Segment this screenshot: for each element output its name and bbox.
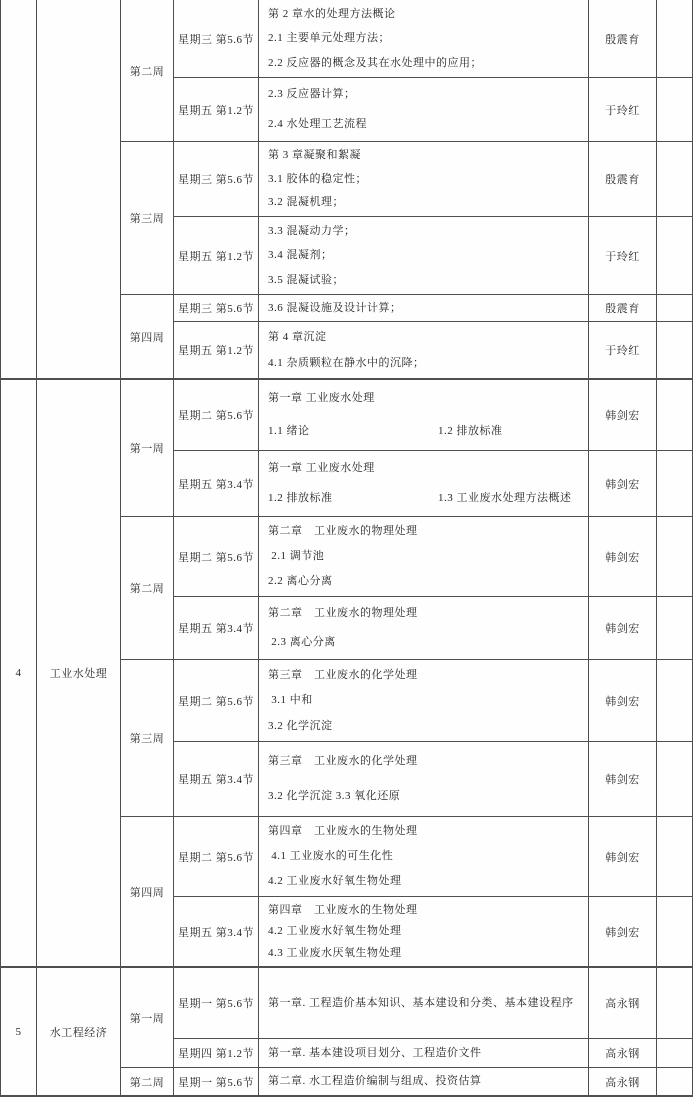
content-line: 3.6 混凝设施及设计计算； (268, 301, 402, 314)
content-line: 第二章. 水工程造价编制与组成、投资估算 (268, 1075, 482, 1088)
session-content-cell (259, 660, 589, 742)
session-content-cell (259, 817, 589, 897)
session-time-cell: 星期五 第3.4节 (174, 742, 259, 817)
content-line: 3.4 混凝剂； (268, 249, 333, 262)
week-cell: 第一周 (121, 968, 174, 1068)
week-cell: 第二周 (121, 0, 174, 142)
content-line: 第一章. 基本建设项目划分、工程造价文件 (268, 1046, 482, 1059)
session-content-cell (259, 322, 589, 380)
content-line: 第一章. 工程造价基本知识、基本建设和分类、基本建设程序 (268, 996, 574, 1009)
empty-cell (657, 517, 693, 597)
content-line: 4.2 工业废水好氧生物处理 (268, 875, 402, 888)
session-content-cell (259, 1068, 589, 1097)
empty-cell (657, 451, 693, 517)
content-line: 4.1 杂质颗粒在静水中的沉降； (268, 356, 425, 369)
content-line: 3.1 胶体的稳定性； (268, 172, 367, 185)
empty-cell (657, 968, 693, 1039)
teacher-cell: 殷震育 (589, 0, 657, 78)
empty-cell (657, 295, 693, 322)
content-line (268, 425, 584, 438)
empty-cell (657, 660, 693, 742)
teacher-cell: 于玲红 (589, 78, 657, 142)
content-line: 第 4 章沉淀 (268, 330, 327, 343)
empty-cell (657, 78, 693, 142)
content-line: 3.3 混凝动力学； (268, 224, 356, 237)
content-line: 第一章 工业废水处理 (268, 392, 375, 405)
teacher-cell: 韩剑宏 (589, 451, 657, 517)
content-text: 1.3 工业废水处理方法概述 (438, 492, 572, 505)
week-cell: 第四周 (121, 295, 174, 380)
teacher-cell: 于玲红 (589, 322, 657, 380)
session-content-cell (259, 1039, 589, 1068)
session-time-cell: 星期二 第5.6节 (174, 660, 259, 742)
session-content-cell (259, 78, 589, 142)
session-content-cell (259, 968, 589, 1039)
course-name-cell: 水工程经济 (37, 968, 121, 1097)
teacher-cell: 韩剑宏 (589, 517, 657, 597)
empty-cell (657, 380, 693, 451)
content-line: 2.1 调节池 (268, 550, 325, 563)
content-line: 3.2 混凝机理； (268, 196, 344, 208)
session-time-cell: 星期二 第5.6节 (174, 380, 259, 451)
session-content-cell (259, 597, 589, 660)
teacher-cell: 殷震育 (589, 295, 657, 322)
session-content-cell (259, 217, 589, 295)
content-line: 3.2 化学沉淀 (268, 719, 333, 732)
session-content-cell (259, 380, 589, 451)
content-text: 1.1 绪论 (268, 425, 310, 438)
empty-cell (657, 742, 693, 817)
session-time-cell: 星期三 第5.6节 (174, 295, 259, 322)
content-line: 第四章 工业废水的生物处理 (268, 825, 418, 838)
course-number-cell (1, 0, 37, 380)
session-time-cell: 星期五 第1.2节 (174, 322, 259, 380)
empty-cell (657, 322, 693, 380)
session-content-cell (259, 742, 589, 817)
session-time-cell: 星期五 第3.4节 (174, 897, 259, 968)
content-line: 2.1 主要单元处理方法； (268, 32, 390, 45)
week-cell: 第三周 (121, 660, 174, 817)
content-line: 3.5 混凝试验； (268, 273, 344, 286)
teacher-cell: 殷震育 (589, 142, 657, 217)
week-cell: 第三周 (121, 142, 174, 295)
content-line: 2.4 水处理工艺流程 (268, 117, 367, 130)
session-content-cell (259, 451, 589, 517)
content-line: 4.2 工业废水好氧生物处理 (268, 925, 402, 938)
week-cell: 第二周 (121, 1068, 174, 1097)
content-line: 2.2 离心分离 (268, 575, 333, 588)
empty-cell (657, 897, 693, 968)
week-cell: 第一周 (121, 380, 174, 517)
course-name-cell: 工业水处理 (37, 380, 121, 968)
teacher-cell: 高永钢 (589, 1039, 657, 1068)
session-time-cell: 星期四 第1.2节 (174, 1039, 259, 1068)
session-content-cell (259, 517, 589, 597)
content-text: 1.2 排放标准 (438, 425, 503, 438)
session-content-cell (259, 142, 589, 217)
teacher-cell: 韩剑宏 (589, 380, 657, 451)
content-line: 第四章 工业废水的生物处理 (268, 903, 418, 916)
session-time-cell: 星期三 第5.6节 (174, 142, 259, 217)
teacher-cell: 韩剑宏 (589, 597, 657, 660)
teacher-cell: 韩剑宏 (589, 742, 657, 817)
content-line: 2.3 离心分离 (268, 636, 336, 649)
session-time-cell: 星期五 第3.4节 (174, 451, 259, 517)
session-time-cell: 星期一 第5.6节 (174, 1068, 259, 1097)
empty-cell (657, 817, 693, 897)
content-line: 2.3 反应器计算； (268, 88, 356, 101)
teacher-cell: 韩剑宏 (589, 897, 657, 968)
empty-cell (657, 597, 693, 660)
empty-cell (657, 1068, 693, 1097)
content-line: 第 3 章凝聚和絮凝 (268, 149, 361, 162)
course-name-cell (37, 0, 121, 380)
teacher-cell: 韩剑宏 (589, 817, 657, 897)
session-time-cell: 星期五 第1.2节 (174, 217, 259, 295)
session-content-cell (259, 0, 589, 78)
content-line (268, 492, 584, 505)
course-number-cell: 5 (1, 968, 37, 1097)
empty-cell (657, 0, 693, 78)
content-text: 1.2 排放标准 (268, 492, 333, 505)
session-content-cell (259, 897, 589, 968)
session-time-cell: 星期三 第5.6节 (174, 0, 259, 78)
content-line: 第 2 章水的处理方法概论 (268, 7, 396, 20)
content-line: 3.2 化学沉淀 3.3 氧化还原 (268, 790, 401, 803)
session-time-cell: 星期五 第1.2节 (174, 78, 259, 142)
week-cell: 第四周 (121, 817, 174, 968)
empty-cell (657, 217, 693, 295)
content-line: 4.3 工业废水厌氧生物处理 (268, 946, 402, 959)
empty-cell (657, 1039, 693, 1068)
session-time-cell: 星期一 第5.6节 (174, 968, 259, 1039)
session-content-cell (259, 295, 589, 322)
content-line: 3.1 中和 (268, 694, 313, 707)
empty-cell (657, 142, 693, 217)
teacher-cell: 高永钢 (589, 968, 657, 1039)
content-line: 第二章 工业废水的物理处理 (268, 525, 418, 538)
content-line: 第三章 工业废水的化学处理 (268, 755, 418, 768)
course-number-cell: 4 (1, 380, 37, 968)
content-line: 第二章 工业废水的物理处理 (268, 607, 418, 620)
week-cell: 第二周 (121, 517, 174, 660)
session-time-cell: 星期五 第3.4节 (174, 597, 259, 660)
content-line: 第一章 工业废水处理 (268, 461, 375, 474)
content-line: 第三章 工业废水的化学处理 (268, 668, 418, 681)
teacher-cell: 韩剑宏 (589, 660, 657, 742)
session-time-cell: 星期二 第5.6节 (174, 817, 259, 897)
teacher-cell: 于玲红 (589, 217, 657, 295)
teacher-cell: 高永钢 (589, 1068, 657, 1097)
session-time-cell: 星期二 第5.6节 (174, 517, 259, 597)
content-line: 4.1 工业废水的可生化性 (268, 850, 394, 863)
content-line: 2.2 反应器的概念及其在水处理中的应用； (268, 56, 482, 69)
